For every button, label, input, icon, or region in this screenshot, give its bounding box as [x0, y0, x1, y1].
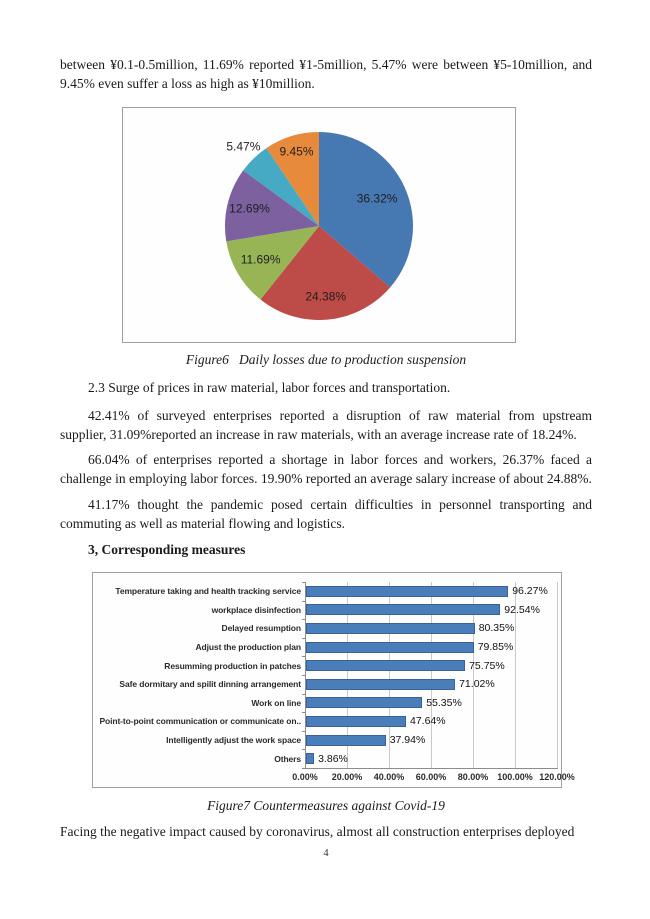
bar	[306, 679, 455, 690]
paragraph-raw-material: 42.41% of surveyed enterprises reported a disruption of raw material from upstream supplier, 31.09%reported an increase in raw materials, with an average increase rate of 18.24%.	[60, 408, 592, 442]
figure6-pie-chart	[122, 107, 516, 343]
pie-slice-label: 24.38%	[305, 289, 347, 304]
bar-category-label: Work on line	[251, 697, 301, 708]
bar	[306, 604, 500, 615]
bar-row	[306, 712, 558, 731]
x-axis-tick-label: 40.00%	[373, 772, 405, 782]
figure7-bar-chart	[92, 572, 575, 788]
pie-chart-svg	[123, 108, 515, 342]
x-axis-tick-label: 60.00%	[415, 772, 447, 782]
paragraph-losses: between ¥0.1-0.5million, 11.69% reported ¥1-5million, 5.47% were between ¥5-10million, and 9.45% even suffer a loss as high as ¥10million.	[60, 57, 592, 91]
x-axis-tick-label: 0.00%	[292, 772, 318, 782]
paragraph-facing: Facing the negative impact caused by coronavirus, almost all construction enterprises deployed	[60, 824, 575, 839]
bar-chart-body	[93, 582, 561, 769]
paragraph-labor: 66.04% of enterprises reported a shortage in labor forces and workers, 26.37% faced a challenge in employing labor forces. 19.90% reported an average salary increase of about 24.88%.	[60, 452, 592, 486]
bar-category-label: Resumming production in patches	[164, 660, 301, 671]
section-3-heading: 3, Corresponding measures	[88, 542, 246, 557]
pie-slice-label: 9.45%	[279, 144, 314, 159]
bar-category-label: Intelligently adjust the work space	[166, 735, 301, 746]
x-axis-tick-label: 20.00%	[331, 772, 363, 782]
bar-row	[306, 749, 558, 768]
bar-value-label: 80.35%	[478, 622, 515, 635]
bar-row	[306, 656, 558, 675]
pie-slice-label: 5.47%	[226, 139, 261, 154]
bar-value-label: 79.85%	[477, 641, 514, 654]
x-axis-tick-label: 100.00%	[497, 772, 533, 782]
bar-value-label: 75.75%	[469, 659, 505, 672]
bar-row	[306, 694, 558, 713]
bar	[306, 623, 475, 634]
x-axis-tick-label: 120.00%	[539, 772, 575, 782]
bar-category-label: Temperature taking and health tracking service	[115, 586, 301, 597]
bar-value-label: 37.94%	[389, 734, 426, 747]
bar-chart-category-labels	[93, 582, 305, 769]
bar-chart-x-axis	[292, 769, 575, 784]
bar-value-label: 55.35%	[426, 696, 462, 709]
paragraph-transport: 41.17% thought the pandemic posed certain difficulties in personnel transporting and commuting as well as material flowing and logistics.	[60, 497, 592, 531]
bar	[306, 697, 422, 708]
bar-category-label: workplace disinfection	[211, 604, 301, 615]
x-axis-tick-label: 80.00%	[457, 772, 489, 782]
figure7-caption: Figure7 Countermeasures against Covid-19	[207, 798, 445, 813]
bar-row	[306, 638, 558, 657]
section-2-3-heading: 2.3 Surge of prices in raw material, labor forces and transportation.	[88, 380, 451, 395]
bar-category-label: Others	[274, 753, 301, 764]
bar	[306, 735, 386, 746]
bar-value-label: 3.86%	[318, 752, 348, 765]
bar-row	[306, 675, 558, 694]
bar-category-label: Safe dormitary and spilit dinning arrangement	[119, 679, 301, 690]
bar-value-label: 47.64%	[410, 715, 446, 728]
pie-slice-label: 11.69%	[240, 252, 281, 267]
bar-category-label: Point-to-point communication or communicate on..	[99, 716, 301, 727]
bar-row	[306, 731, 558, 750]
bar	[306, 642, 474, 653]
bar-row	[306, 582, 558, 601]
bar-row	[306, 619, 558, 638]
bar-category-label: Adjust the production plan	[195, 642, 301, 653]
bar-chart-plot-area	[305, 582, 558, 769]
bar	[306, 586, 508, 597]
bar-value-label: 96.27%	[512, 585, 548, 598]
bar-value-label: 92.54%	[504, 603, 540, 616]
bar	[306, 660, 465, 671]
bar-category-label: Delayed resumption	[221, 623, 301, 634]
page-number: 4	[323, 848, 329, 859]
pie-slice-label: 12.69%	[229, 201, 270, 216]
figure6-caption: Figure6 Daily losses due to production suspension	[185, 352, 467, 367]
bar-row	[306, 601, 558, 620]
bar	[306, 753, 314, 764]
bar	[306, 716, 406, 727]
bar-value-label: 71.02%	[459, 678, 495, 691]
pie-slice-label: 36.32%	[356, 191, 398, 206]
